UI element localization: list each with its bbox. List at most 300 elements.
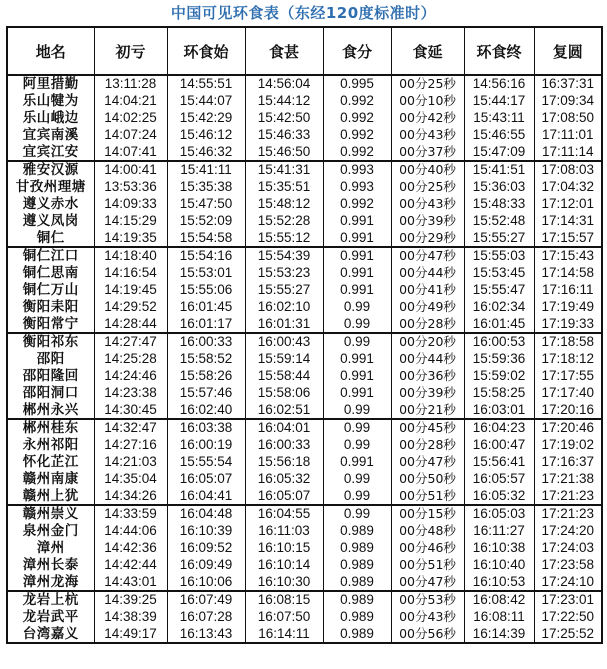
- cell-annular-start: 15:47:50: [167, 196, 245, 213]
- cell-duration: 00分28秒: [391, 315, 464, 333]
- cell-location: 漳州龙海: [7, 573, 94, 591]
- cell-last-contact: 17:17:40: [534, 384, 602, 401]
- cell-maximum: 15:58:06: [245, 384, 323, 401]
- cell-first-contact: 14:19:35: [94, 229, 167, 247]
- cell-annular-start: 15:57:46: [167, 384, 245, 401]
- cell-first-contact: 14:15:29: [94, 212, 167, 229]
- table-row: [7, 93, 602, 110]
- cell-first-contact: 14:49:17: [94, 626, 167, 644]
- cell-duration: 00分37秒: [391, 143, 464, 161]
- cell-magnitude: 0.991: [323, 212, 391, 229]
- cell-duration: 00分47秒: [391, 247, 464, 265]
- cell-duration: 00分20秒: [391, 333, 464, 351]
- cell-maximum: 16:10:30: [245, 573, 323, 591]
- cell-annular-start: 15:44:07: [167, 93, 245, 110]
- cell-magnitude: 0.989: [323, 609, 391, 626]
- cell-duration: 00分43秒: [391, 196, 464, 213]
- cell-last-contact: 17:20:46: [534, 419, 602, 437]
- cell-maximum: 15:52:28: [245, 212, 323, 229]
- cell-magnitude: 0.99: [323, 487, 391, 505]
- cell-last-contact: 17:20:16: [534, 401, 602, 419]
- cell-last-contact: 17:18:12: [534, 351, 602, 368]
- cell-annular-end: 15:46:55: [464, 126, 534, 143]
- cell-duration: 00分41秒: [391, 282, 464, 299]
- cell-last-contact: 17:25:52: [534, 626, 602, 644]
- cell-last-contact: 16:37:31: [534, 75, 602, 93]
- cell-annular-start: 16:01:17: [167, 315, 245, 333]
- cell-last-contact: 17:24:03: [534, 540, 602, 557]
- cell-location: 邵阳: [7, 351, 94, 368]
- cell-annular-end: 14:56:16: [464, 75, 534, 93]
- cell-maximum: 15:35:51: [245, 179, 323, 196]
- cell-location: 龙岩上杭: [7, 591, 94, 609]
- cell-annular-start: 15:54:58: [167, 229, 245, 247]
- table-row: [7, 505, 602, 523]
- table-row: [7, 351, 602, 368]
- cell-last-contact: 17:21:23: [534, 487, 602, 505]
- cell-maximum: 16:14:11: [245, 626, 323, 644]
- cell-first-contact: 13:53:36: [94, 179, 167, 196]
- cell-last-contact: 17:17:55: [534, 368, 602, 385]
- cell-duration: 00分25秒: [391, 179, 464, 196]
- cell-location: 铜仁江口: [7, 247, 94, 265]
- cell-annular-start: 16:07:49: [167, 591, 245, 609]
- cell-magnitude: 0.989: [323, 523, 391, 540]
- cell-maximum: 16:02:10: [245, 298, 323, 315]
- table-row: [7, 282, 602, 299]
- cell-first-contact: 14:38:39: [94, 609, 167, 626]
- cell-last-contact: 17:11:14: [534, 143, 602, 161]
- cell-annular-start: 16:04:48: [167, 505, 245, 523]
- table-row: [7, 626, 602, 644]
- table-row: [7, 454, 602, 471]
- cell-first-contact: 14:27:47: [94, 333, 167, 351]
- cell-duration: 00分43秒: [391, 609, 464, 626]
- cell-location: 衡阳常宁: [7, 315, 94, 333]
- table-row: [7, 265, 602, 282]
- table-row: [7, 523, 602, 540]
- cell-location: 雅安汉源: [7, 161, 94, 179]
- cell-annular-end: 16:14:39: [464, 626, 534, 644]
- table-row: [7, 437, 602, 454]
- cell-magnitude: 0.992: [323, 196, 391, 213]
- cell-first-contact: 14:32:47: [94, 419, 167, 437]
- cell-annular-start: 16:09:52: [167, 540, 245, 557]
- table-row: [7, 573, 602, 591]
- cell-annular-end: 16:10:40: [464, 556, 534, 573]
- cell-maximum: 16:02:51: [245, 401, 323, 419]
- cell-location: 铜仁万山: [7, 282, 94, 299]
- cell-first-contact: 14:07:24: [94, 126, 167, 143]
- cell-maximum: 16:04:01: [245, 419, 323, 437]
- cell-last-contact: 17:18:58: [534, 333, 602, 351]
- cell-location: 怀化芷江: [7, 454, 94, 471]
- cell-first-contact: 14:19:45: [94, 282, 167, 299]
- header-first-contact: 初亏: [94, 27, 167, 75]
- cell-maximum: 15:41:31: [245, 161, 323, 179]
- cell-location: 郴州永兴: [7, 401, 94, 419]
- cell-annular-start: 16:10:06: [167, 573, 245, 591]
- table-row: [7, 229, 602, 247]
- header-last-contact: 复圆: [534, 27, 602, 75]
- cell-annular-end: 16:10:53: [464, 573, 534, 591]
- cell-annular-start: 15:35:38: [167, 179, 245, 196]
- cell-duration: 00分46秒: [391, 540, 464, 557]
- cell-annular-end: 15:58:25: [464, 384, 534, 401]
- cell-location: 乐山峨边: [7, 110, 94, 127]
- cell-annular-start: 16:10:39: [167, 523, 245, 540]
- cell-last-contact: 17:19:33: [534, 315, 602, 333]
- cell-first-contact: 14:21:03: [94, 454, 167, 471]
- cell-magnitude: 0.989: [323, 540, 391, 557]
- cell-last-contact: 17:04:32: [534, 179, 602, 196]
- table-row: [7, 161, 602, 179]
- cell-annular-start: 15:55:06: [167, 282, 245, 299]
- cell-magnitude: 0.99: [323, 401, 391, 419]
- cell-maximum: 16:11:03: [245, 523, 323, 540]
- cell-duration: 00分49秒: [391, 298, 464, 315]
- cell-annular-end: 15:48:33: [464, 196, 534, 213]
- table-row: [7, 298, 602, 315]
- cell-magnitude: 0.991: [323, 368, 391, 385]
- cell-location: 郴州桂东: [7, 419, 94, 437]
- cell-annular-end: 16:01:45: [464, 315, 534, 333]
- table-row: [7, 212, 602, 229]
- cell-maximum: 15:48:12: [245, 196, 323, 213]
- cell-duration: 00分39秒: [391, 384, 464, 401]
- cell-magnitude: 0.99: [323, 298, 391, 315]
- cell-annular-start: 14:55:51: [167, 75, 245, 93]
- cell-location: 衡阳祁东: [7, 333, 94, 351]
- cell-location: 赣州南康: [7, 470, 94, 487]
- cell-magnitude: 0.99: [323, 470, 391, 487]
- cell-magnitude: 0.989: [323, 591, 391, 609]
- cell-location: 宜宾江安: [7, 143, 94, 161]
- cell-magnitude: 0.992: [323, 93, 391, 110]
- cell-first-contact: 14:33:59: [94, 505, 167, 523]
- cell-duration: 00分48秒: [391, 523, 464, 540]
- cell-annular-end: 15:56:41: [464, 454, 534, 471]
- cell-magnitude: 0.991: [323, 384, 391, 401]
- table-title: 中国可见环食表（东经120度标准时）: [170, 4, 437, 22]
- cell-maximum: 16:10:15: [245, 540, 323, 557]
- cell-annular-end: 16:08:42: [464, 591, 534, 609]
- cell-annular-end: 16:04:23: [464, 419, 534, 437]
- cell-annular-end: 15:55:27: [464, 229, 534, 247]
- cell-duration: 00分21秒: [391, 401, 464, 419]
- cell-annular-start: 15:52:09: [167, 212, 245, 229]
- cell-first-contact: 14:27:16: [94, 437, 167, 454]
- cell-magnitude: 0.992: [323, 126, 391, 143]
- cell-duration: 00分15秒: [391, 505, 464, 523]
- cell-annular-end: 15:41:51: [464, 161, 534, 179]
- cell-maximum: 14:56:04: [245, 75, 323, 93]
- cell-last-contact: 17:21:38: [534, 470, 602, 487]
- table-row: [7, 540, 602, 557]
- cell-maximum: 16:01:31: [245, 315, 323, 333]
- cell-annular-end: 15:52:48: [464, 212, 534, 229]
- cell-location: 邵阳隆回: [7, 368, 94, 385]
- table-row: [7, 126, 602, 143]
- cell-annular-end: 16:05:57: [464, 470, 534, 487]
- table-row: [7, 75, 602, 93]
- cell-maximum: 16:04:55: [245, 505, 323, 523]
- cell-duration: 00分47秒: [391, 573, 464, 591]
- cell-first-contact: 14:39:25: [94, 591, 167, 609]
- header-duration: 食延: [391, 27, 464, 75]
- cell-first-contact: 14:44:06: [94, 523, 167, 540]
- cell-annular-end: 15:47:09: [464, 143, 534, 161]
- cell-annular-end: 16:02:34: [464, 298, 534, 315]
- table-row: [7, 470, 602, 487]
- cell-magnitude: 0.991: [323, 282, 391, 299]
- table-row: [7, 556, 602, 573]
- cell-maximum: 15:44:12: [245, 93, 323, 110]
- cell-magnitude: 0.99: [323, 315, 391, 333]
- cell-duration: 00分25秒: [391, 75, 464, 93]
- cell-annular-start: 16:00:33: [167, 333, 245, 351]
- table-row: [7, 401, 602, 419]
- cell-first-contact: 14:42:44: [94, 556, 167, 573]
- cell-annular-end: 16:05:32: [464, 487, 534, 505]
- cell-first-contact: 14:09:33: [94, 196, 167, 213]
- cell-last-contact: 17:22:50: [534, 609, 602, 626]
- cell-last-contact: 17:24:20: [534, 523, 602, 540]
- cell-location: 漳州长泰: [7, 556, 94, 573]
- cell-last-contact: 17:11:01: [534, 126, 602, 143]
- cell-magnitude: 0.991: [323, 351, 391, 368]
- header-annular-start: 环食始: [167, 27, 245, 75]
- cell-magnitude: 0.99: [323, 333, 391, 351]
- cell-location: 台湾嘉义: [7, 626, 94, 644]
- table-row: [7, 179, 602, 196]
- header-location: 地名: [7, 27, 94, 75]
- cell-first-contact: 14:30:45: [94, 401, 167, 419]
- table-row: [7, 591, 602, 609]
- cell-maximum: 15:42:50: [245, 110, 323, 127]
- cell-annular-end: 15:59:36: [464, 351, 534, 368]
- cell-annular-end: 15:55:47: [464, 282, 534, 299]
- table-row: [7, 609, 602, 626]
- cell-first-contact: 14:04:21: [94, 93, 167, 110]
- cell-annular-end: 16:03:01: [464, 401, 534, 419]
- cell-first-contact: 14:25:28: [94, 351, 167, 368]
- cell-annular-end: 16:08:11: [464, 609, 534, 626]
- cell-annular-start: 16:01:45: [167, 298, 245, 315]
- cell-duration: 00分42秒: [391, 110, 464, 127]
- cell-location: 赣州上犹: [7, 487, 94, 505]
- cell-location: 宜宾南溪: [7, 126, 94, 143]
- cell-magnitude: 0.991: [323, 265, 391, 282]
- cell-last-contact: 17:23:58: [534, 556, 602, 573]
- cell-maximum: 16:07:50: [245, 609, 323, 626]
- cell-last-contact: 17:15:57: [534, 229, 602, 247]
- cell-maximum: 16:00:33: [245, 437, 323, 454]
- cell-location: 永州祁阳: [7, 437, 94, 454]
- cell-annular-end: 15:43:11: [464, 110, 534, 127]
- cell-last-contact: 17:19:02: [534, 437, 602, 454]
- cell-magnitude: 0.992: [323, 110, 391, 127]
- table-row: [7, 110, 602, 127]
- cell-first-contact: 14:16:54: [94, 265, 167, 282]
- cell-annular-start: 16:02:40: [167, 401, 245, 419]
- table-body: [7, 75, 602, 643]
- cell-annular-start: 15:41:11: [167, 161, 245, 179]
- cell-last-contact: 17:24:10: [534, 573, 602, 591]
- cell-duration: 00分47秒: [391, 454, 464, 471]
- cell-maximum: 16:00:43: [245, 333, 323, 351]
- cell-duration: 00分39秒: [391, 212, 464, 229]
- cell-magnitude: 0.99: [323, 437, 391, 454]
- cell-maximum: 15:46:50: [245, 143, 323, 161]
- cell-annular-start: 16:07:28: [167, 609, 245, 626]
- cell-annular-start: 15:55:54: [167, 454, 245, 471]
- cell-location: 甘孜州理塘: [7, 179, 94, 196]
- cell-duration: 00分50秒: [391, 470, 464, 487]
- cell-magnitude: 0.989: [323, 556, 391, 573]
- table-row: [7, 315, 602, 333]
- table-row: [7, 384, 602, 401]
- cell-magnitude: 0.993: [323, 161, 391, 179]
- cell-magnitude: 0.99: [323, 419, 391, 437]
- cell-maximum: 15:56:18: [245, 454, 323, 471]
- cell-first-contact: 14:42:36: [94, 540, 167, 557]
- cell-duration: 00分29秒: [391, 229, 464, 247]
- cell-magnitude: 0.99: [323, 505, 391, 523]
- cell-annular-start: 15:53:01: [167, 265, 245, 282]
- header-maximum: 食甚: [245, 27, 323, 75]
- cell-location: 龙岩武平: [7, 609, 94, 626]
- cell-location: 乐山犍为: [7, 93, 94, 110]
- cell-first-contact: 14:18:40: [94, 247, 167, 265]
- cell-annular-end: 15:53:45: [464, 265, 534, 282]
- cell-maximum: 15:58:44: [245, 368, 323, 385]
- cell-magnitude: 0.989: [323, 573, 391, 591]
- cell-annular-start: 16:13:43: [167, 626, 245, 644]
- cell-annular-start: 15:46:32: [167, 143, 245, 161]
- cell-annular-start: 16:03:38: [167, 419, 245, 437]
- cell-duration: 00分51秒: [391, 487, 464, 505]
- cell-duration: 00分51秒: [391, 556, 464, 573]
- cell-maximum: 16:08:15: [245, 591, 323, 609]
- table-row: [7, 247, 602, 265]
- cell-last-contact: 17:16:11: [534, 282, 602, 299]
- cell-annular-end: 15:44:17: [464, 93, 534, 110]
- cell-maximum: 15:54:39: [245, 247, 323, 265]
- cell-duration: 00分44秒: [391, 351, 464, 368]
- cell-annular-end: 16:00:47: [464, 437, 534, 454]
- cell-magnitude: 0.989: [323, 626, 391, 644]
- cell-location: 衡阳耒阳: [7, 298, 94, 315]
- header-annular-end: 环食终: [464, 27, 534, 75]
- cell-annular-end: 16:11:27: [464, 523, 534, 540]
- cell-magnitude: 0.993: [323, 179, 391, 196]
- cell-annular-end: 16:05:03: [464, 505, 534, 523]
- cell-duration: 00分44秒: [391, 265, 464, 282]
- cell-first-contact: 14:29:52: [94, 298, 167, 315]
- cell-annular-start: 15:58:52: [167, 351, 245, 368]
- table-row: [7, 368, 602, 385]
- cell-magnitude: 0.995: [323, 75, 391, 93]
- cell-location: 遵义凤岗: [7, 212, 94, 229]
- cell-last-contact: 17:14:58: [534, 265, 602, 282]
- cell-annular-start: 15:54:16: [167, 247, 245, 265]
- cell-duration: 00分28秒: [391, 437, 464, 454]
- table-row: [7, 333, 602, 351]
- cell-annular-start: 15:42:29: [167, 110, 245, 127]
- cell-last-contact: 17:23:01: [534, 591, 602, 609]
- cell-magnitude: 0.991: [323, 454, 391, 471]
- cell-location: 阿里措勤: [7, 75, 94, 93]
- cell-maximum: 15:46:33: [245, 126, 323, 143]
- cell-first-contact: 14:02:25: [94, 110, 167, 127]
- cell-first-contact: 13:11:28: [94, 75, 167, 93]
- cell-last-contact: 17:15:43: [534, 247, 602, 265]
- cell-annular-end: 16:10:38: [464, 540, 534, 557]
- cell-last-contact: 17:16:37: [534, 454, 602, 471]
- cell-last-contact: 17:08:50: [534, 110, 602, 127]
- cell-duration: 00分56秒: [391, 626, 464, 644]
- cell-magnitude: 0.991: [323, 247, 391, 265]
- cell-duration: 00分36秒: [391, 368, 464, 385]
- cell-last-contact: 17:08:03: [534, 161, 602, 179]
- cell-annular-start: 16:09:49: [167, 556, 245, 573]
- eclipse-table: [6, 26, 603, 644]
- cell-first-contact: 14:24:46: [94, 368, 167, 385]
- cell-magnitude: 0.992: [323, 143, 391, 161]
- cell-last-contact: 17:12:01: [534, 196, 602, 213]
- cell-first-contact: 14:00:41: [94, 161, 167, 179]
- cell-magnitude: 0.991: [323, 229, 391, 247]
- cell-location: 铜仁思南: [7, 265, 94, 282]
- cell-annular-end: 15:55:03: [464, 247, 534, 265]
- cell-last-contact: 17:14:31: [534, 212, 602, 229]
- table-row: [7, 196, 602, 213]
- cell-location: 泉州金门: [7, 523, 94, 540]
- cell-annular-end: 16:00:53: [464, 333, 534, 351]
- cell-annular-start: 16:00:19: [167, 437, 245, 454]
- cell-last-contact: 17:19:49: [534, 298, 602, 315]
- cell-duration: 00分10秒: [391, 93, 464, 110]
- cell-annular-start: 16:05:07: [167, 470, 245, 487]
- cell-first-contact: 14:07:41: [94, 143, 167, 161]
- cell-location: 邵阳洞口: [7, 384, 94, 401]
- cell-maximum: 16:10:14: [245, 556, 323, 573]
- table-row: [7, 487, 602, 505]
- table-row: [7, 143, 602, 161]
- cell-maximum: 15:55:12: [245, 229, 323, 247]
- cell-first-contact: 14:43:01: [94, 573, 167, 591]
- cell-annular-end: 15:59:02: [464, 368, 534, 385]
- cell-maximum: 16:05:32: [245, 470, 323, 487]
- cell-first-contact: 14:23:38: [94, 384, 167, 401]
- cell-first-contact: 14:34:26: [94, 487, 167, 505]
- cell-duration: 00分45秒: [391, 419, 464, 437]
- cell-maximum: 15:59:14: [245, 351, 323, 368]
- header-magnitude: 食分: [323, 27, 391, 75]
- cell-last-contact: 17:21:23: [534, 505, 602, 523]
- cell-last-contact: 17:09:34: [534, 93, 602, 110]
- cell-annular-end: 15:36:03: [464, 179, 534, 196]
- cell-location: 赣州崇义: [7, 505, 94, 523]
- cell-location: 遵义赤水: [7, 196, 94, 213]
- cell-first-contact: 14:28:44: [94, 315, 167, 333]
- cell-duration: 00分43秒: [391, 126, 464, 143]
- cell-duration: 00分40秒: [391, 161, 464, 179]
- cell-annular-start: 15:58:26: [167, 368, 245, 385]
- cell-annular-start: 16:04:41: [167, 487, 245, 505]
- table-row: [7, 419, 602, 437]
